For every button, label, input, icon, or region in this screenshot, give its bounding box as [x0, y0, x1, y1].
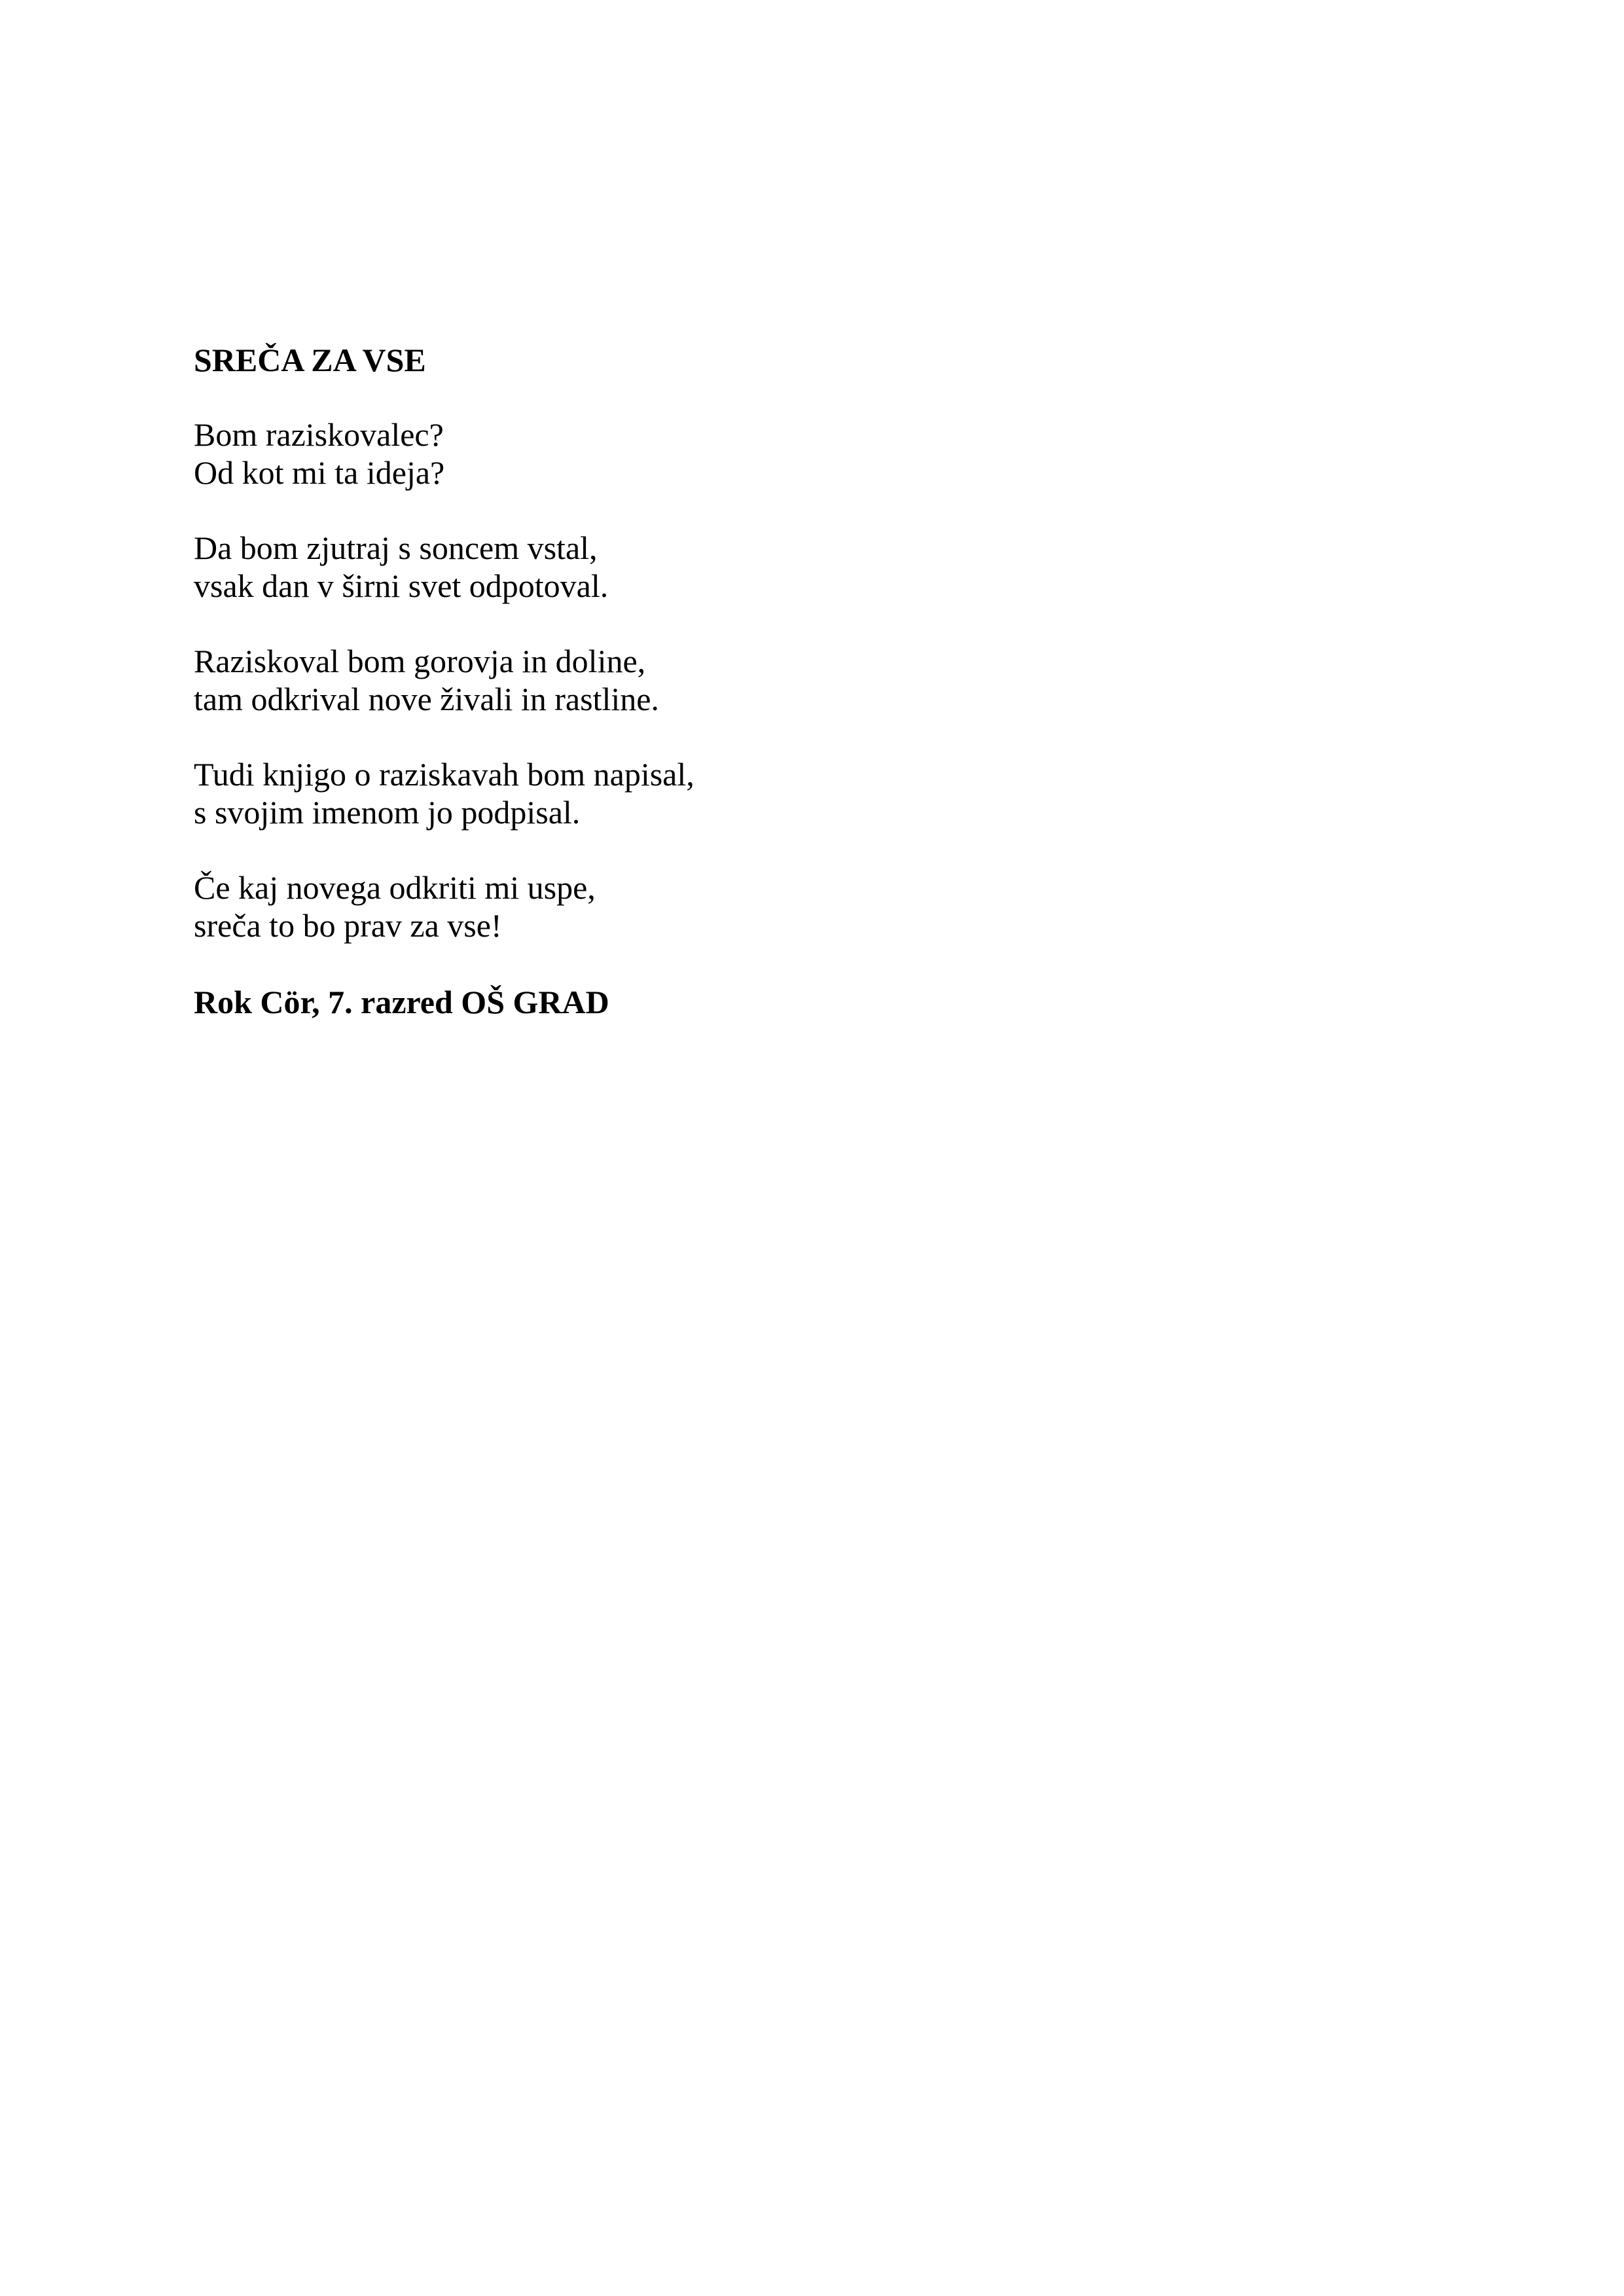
- stanza: [194, 869, 1437, 944]
- poem-author: Rok Cör, 7. razred OŠ GRAD: [194, 984, 609, 1020]
- stanza: [194, 755, 1437, 831]
- stanza: [194, 642, 1437, 718]
- poem-line: s svojim imenom jo podpisal.: [194, 794, 581, 831]
- poem: [194, 340, 1437, 1022]
- poem-line: Bom raziskovalec?: [194, 416, 444, 453]
- poem-line: Od kot mi ta ideja?: [194, 454, 445, 491]
- poem-line: tam odkrival nove živali in rastline.: [194, 681, 659, 717]
- stanza: [194, 529, 1437, 605]
- poem-line: Raziskoval bom gorovja in doline,: [194, 643, 646, 679]
- stanza: [194, 416, 1437, 492]
- poem-line: vsak dan v širni svet odpotoval.: [194, 567, 609, 604]
- poem-line: sreča to bo prav za vse!: [194, 907, 502, 944]
- poem-line: Da bom zjutraj s soncem vstal,: [194, 529, 598, 566]
- poem-title: SREČA ZA VSE: [194, 342, 426, 378]
- poem-line: Tudi knjigo o raziskavah bom napisal,: [194, 756, 695, 793]
- poem-line: Če kaj novega odkriti mi uspe,: [194, 869, 596, 906]
